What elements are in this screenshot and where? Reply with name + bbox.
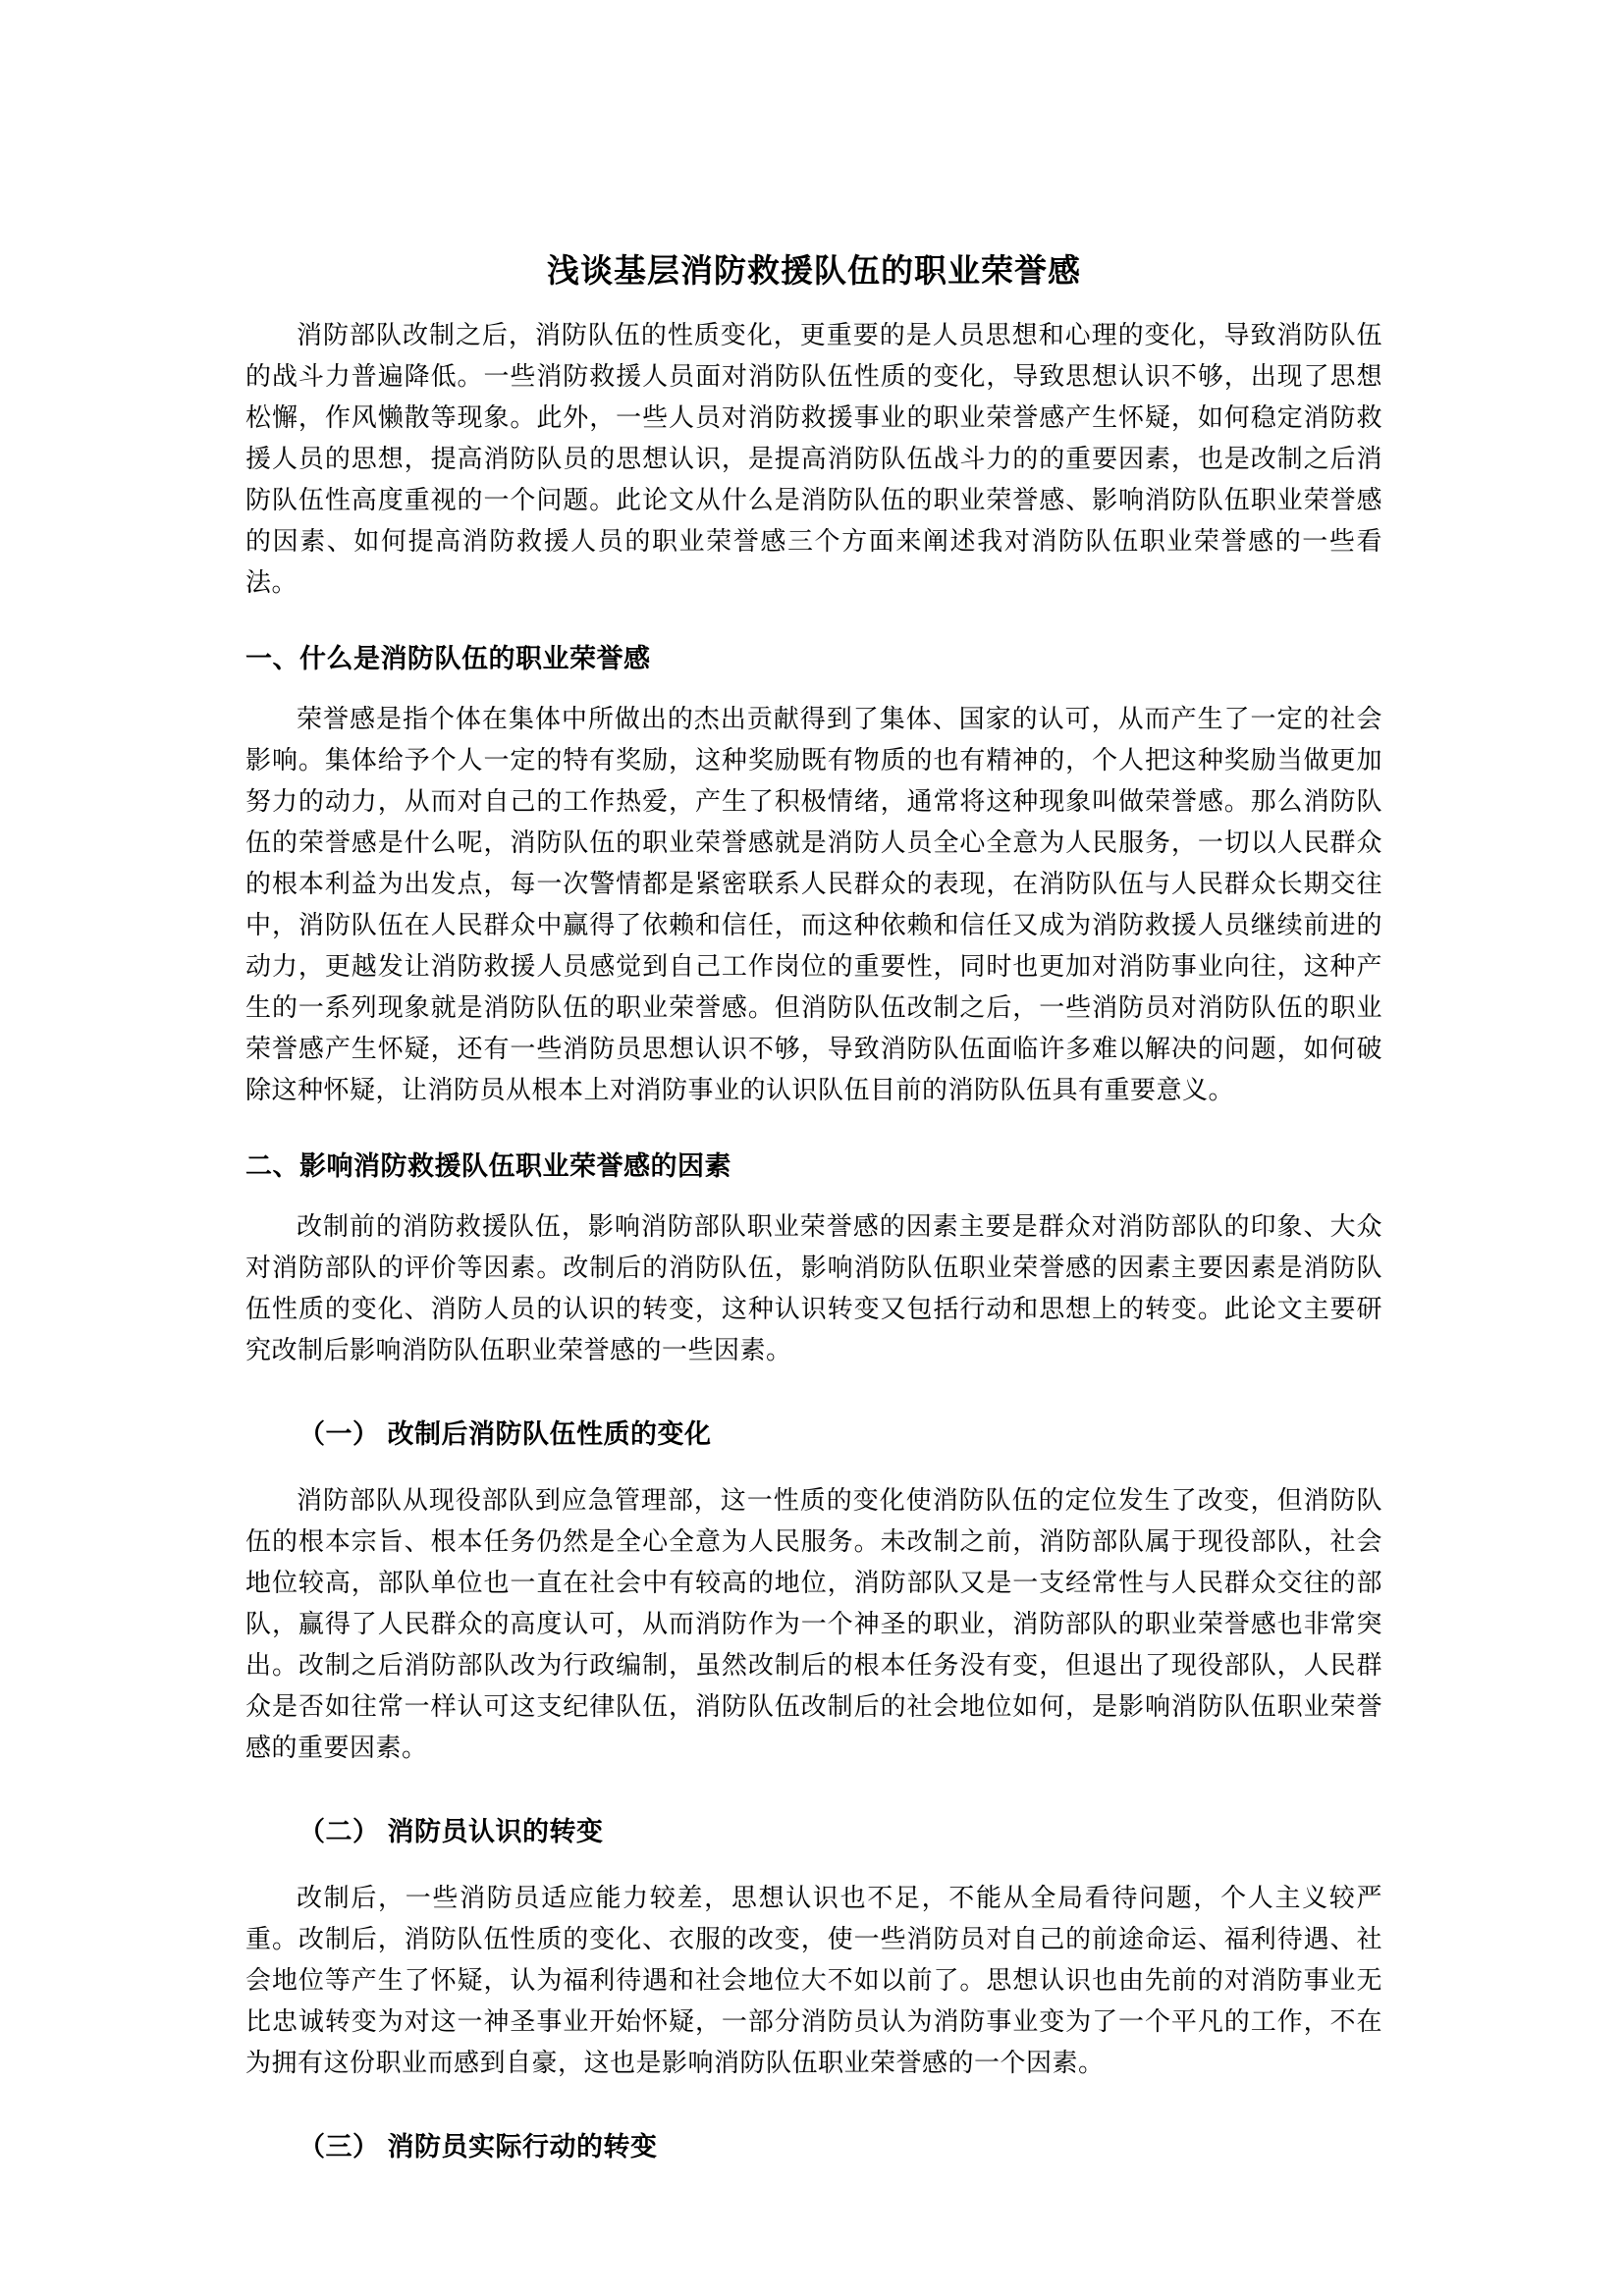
- subsection-1-heading: （一） 改制后消防队伍性质的变化: [298, 1419, 712, 1449]
- section-1-heading: 一、什么是消防队伍的职业荣誉感: [245, 644, 651, 673]
- section-2-heading: 二、影响消防救援队伍职业荣誉感的因素: [245, 1151, 731, 1181]
- section-1-paragraph: 荣誉感是指个体在集体中所做出的杰出贡献得到了集体、国家的认可，从而产生了一定的社会影响。集体给予个人一定的特有奖励，这种奖励既有物质的也有精神的，个人把这种奖励当做更加努力的动力，从而对自己的工作热爱，产生了积极情绪，通常将这种现象叫做荣誉感。那么消防队伍的荣誉感是什么呢，消防队伍的职业荣誉感就是消防人员全心全意为人民服务，一切以人民群众的根本利益为出发点，每一次警情都是紧密联系人民群众的表现，在消防队伍与人民群众长期交往中，消防队伍在人民群众中赢得了依赖和信任，而这种依赖和信任又成为消防救援人员继续前进的动力，更越发让消防救援人员感觉到自己工作岗位的重要性，同时也更加对消防事业向往，这种产生的一系列现象就是消防队伍的职业荣誉感。但消防队伍改制之后，一些消防员对消防队伍的职业荣誉感产生怀疑，还有一些消防员思想认识不够，导致消防队伍面临许多难以解决的问题，如何破除这种怀疑，让消防员从根本上对消防事业的认识队伍目前的消防队伍具有重要意义。: [245, 705, 1382, 1104]
- subsection-2-heading: （二） 消防员认识的转变: [298, 1817, 604, 1846]
- subsection-3-heading: （三） 消防员实际行动的转变: [298, 2132, 658, 2162]
- section-2-paragraph: 改制前的消防救援队伍，影响消防部队职业荣誉感的因素主要是群众对消防部队的印象、大众对消防部队的评价等因素。改制后的消防队伍，影响消防队伍职业荣誉感的因素主要因素是消防队伍性质的变化、消防人员的认识的转变，这种认识转变又包括行动和思想上的转变。此论文主要研究改制后影响消防队伍职业荣誉感的一些因素。: [245, 1212, 1382, 1364]
- subsection-2-paragraph: 改制后，一些消防员适应能力较差，思想认识也不足，不能从全局看待问题，个人主义较严重。改制后，消防队伍性质的变化、衣服的改变，使一些消防员对自己的前途命运、福利待遇、社会地位等产生了怀疑，认为福利待遇和社会地位大不如以前了。思想认识也由先前的对消防事业无比忠诚转变为对这一神圣事业开始怀疑，一部分消防员认为消防事业变为了一个平凡的工作，不在为拥有这份职业而感到自豪，这也是影响消防队伍职业荣誉感的一个因素。: [245, 1884, 1382, 2077]
- subsection-1-paragraph: 消防部队从现役部队到应急管理部，这一性质的变化使消防队伍的定位发生了改变，但消防队伍的根本宗旨、根本任务仍然是全心全意为人民服务。未改制之前，消防部队属于现役部队，社会地位较高，部队单位也一直在社会中有较高的地位，消防部队又是一支经常性与人民群众交往的部队，赢得了人民群众的高度认可，从而消防作为一个神圣的职业，消防部队的职业荣誉感也非常突出。改制之后消防部队改为行政编制，虽然改制后的根本任务没有变，但退出了现役部队，人民群众是否如往常一样认可这支纪律队伍，消防队伍改制后的社会地位如何，是影响消防队伍职业荣誉感的重要因素。: [245, 1486, 1382, 1762]
- intro-paragraph: 消防部队改制之后，消防队伍的性质变化，更重要的是人员思想和心理的变化，导致消防队伍的战斗力普遍降低。一些消防救援人员面对消防队伍性质的变化，导致思想认识不够，出现了思想松懈，作风懒散等现象。此外，一些人员对消防救援事业的职业荣誉感产生怀疑，如何稳定消防救援人员的思想，提高消防队员的思想认识，是提高消防队伍战斗力的的重要因素，也是改制之后消防队伍性高度重视的一个问题。此论文从什么是消防队伍的职业荣誉感、影响消防队伍职业荣誉感的因素、如何提高消防救援人员的职业荣誉感三个方面来阐述我对消防队伍职业荣誉感的一些看法。: [245, 321, 1382, 597]
- document-title: 浅谈基层消防救援队伍的职业荣誉感: [547, 254, 1081, 290]
